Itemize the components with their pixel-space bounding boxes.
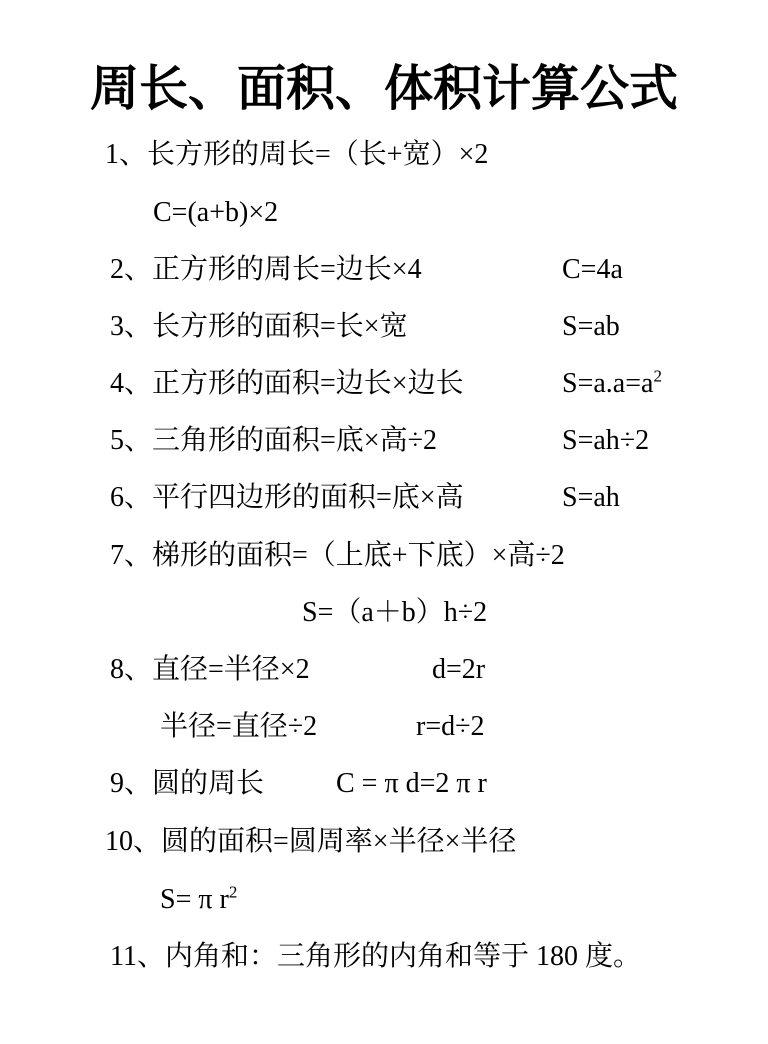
formula-line-triangle-area: 5、三角形的面积=底×高÷2 (110, 425, 437, 456)
formula-line-circle-circumference: 9、圆的周长 (110, 768, 265, 799)
formula-rectangle-area-symbolic: S=ab (562, 311, 620, 342)
formula-line-diameter: 8、直径=半径×2 (110, 654, 310, 685)
superscript-exponent: 2 (228, 882, 238, 902)
formula-line-triangle-angle-sum: 11、内角和：三角形的内角和等于 180 度。 (110, 941, 641, 972)
formula-line-rectangle-perimeter: 1、长方形的周长=（长+宽）×2 (105, 139, 489, 170)
formula-radius-symbolic: r=d÷2 (416, 711, 485, 742)
formula-line-square-perimeter: 2、正方形的周长=边长×4 (110, 254, 422, 285)
formula-parallelogram-area-symbolic: S=ah (562, 482, 620, 513)
superscript-exponent: 2 (653, 366, 662, 386)
formula-triangle-area-symbolic: S=ah÷2 (562, 425, 650, 456)
formula-circle-area-symbolic (160, 880, 237, 920)
formula-circle-circumference-symbolic: C = π d=2 π r (336, 768, 487, 799)
formula-line-rectangle-perimeter-symbolic: C=(a+b)×2 (153, 197, 279, 228)
formula-line-rectangle-area: 3、长方形的面积=长×宽 (110, 311, 408, 342)
formula-line-circle-area: 10、圆的面积=圆周率×半径×半径 (105, 826, 517, 857)
formula-square-area-symbolic (562, 364, 662, 404)
document-title: 周长、面积、体积计算公式 (89, 60, 678, 117)
formula-line-trapezoid-area: 7、梯形的面积=（上底+下底）×高÷2 (110, 540, 565, 571)
formula-trapezoid-area-symbolic: S=（a＋b）h÷2 (302, 597, 488, 628)
formula-square-area-base: S=a.a=a (562, 368, 654, 399)
formula-square-perimeter-symbolic: C=4a (562, 254, 623, 285)
formula-line-parallelogram-area: 6、平行四边形的面积=底×高 (110, 482, 464, 513)
formula-line-radius: 半径=直径÷2 (160, 711, 318, 742)
formula-diameter-symbolic: d=2r (432, 654, 486, 685)
formula-circle-area-base: S= π r (160, 884, 229, 915)
formula-line-square-area: 4、正方形的面积=边长×边长 (110, 368, 464, 399)
